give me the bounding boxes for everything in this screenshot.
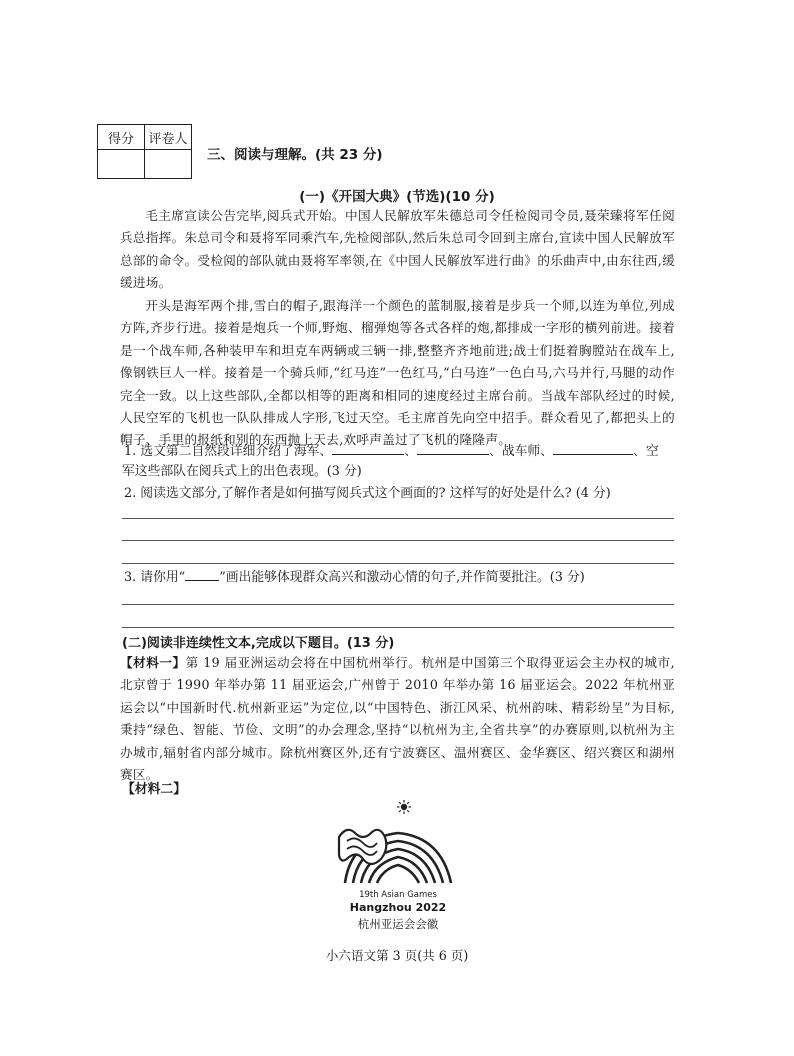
score-box: [97, 124, 192, 179]
question-1-sep: 、战车师、: [489, 444, 554, 459]
underline-mark: [185, 566, 219, 581]
asian-games-emblem: [333, 797, 463, 937]
section-title: 三、阅读与理解。(共 23 分): [207, 147, 383, 163]
material-1-label: 【材料一】: [120, 655, 186, 670]
question-3-prefix: 3. 请你用“: [124, 570, 186, 585]
passage-paragraph-1: 毛主席宣读公告完毕,阅兵式开始。中国人民解放军朱德总司令任检阅司令员,聂荣臻将军任阅兵总指挥。朱总司令和聂将军同乘汽车,先检阅部队,然后朱总司令回到主席台,宣读中国人民解放军总部的命令。受检阅的部队就由聂将军率领,在《中国人民解放军进行曲》的乐曲声中,由东往西,缓缓进场。: [120, 208, 675, 291]
answer-line[interactable]: [122, 604, 674, 605]
answer-blank-3[interactable]: [553, 440, 633, 455]
question-3-suffix: ”画出能够体现群众高兴和激动心情的句子,并作简要批注。(3 分): [219, 570, 585, 585]
answer-line[interactable]: [122, 563, 674, 564]
answer-line[interactable]: [122, 518, 674, 519]
answer-line[interactable]: [122, 627, 674, 628]
page-footer: 小六语文第 3 页(共 6 页): [325, 948, 469, 963]
passage-paragraph-2: 开头是海军两个排,雪白的帽子,跟海洋一个颜色的蓝制服,接着是步兵一个师,以连为单位,列成方阵,齐步行进。接着是炮兵一个师,野炮、榴弹炮等各式各样的炮,都排成一字形的横列前进。接着是一个战车师,各种装甲车和坦克车两辆或三辆一排,整整齐齐地前进;战士们挺着胸膛站在战车上,像钢铁巨人一样。接着是一个骑兵师,“红马连”一色红马,“白马连”一色白马,六马并行,马腿的动作完全一致。以上这些部队,全都以相等的距离和相同的速度经过主席台前。当战车部队经过的时候,人民空军的飞机也一队队排成人字形,飞过天空。毛主席首先向空中招手。群众看见了,都把头上的帽子、手里的报纸和别的东西抛上天去,欢呼声盖过了飞机的隆隆声。: [120, 298, 675, 448]
question-1-sep: 、空: [633, 444, 659, 459]
question-3: [124, 566, 676, 589]
grader-label: 评卷人: [145, 125, 192, 150]
answer-line[interactable]: [122, 540, 674, 541]
emblem-caption: 杭州亚运会会徽: [357, 917, 439, 931]
question-1-line2: 军这些部队在阅兵式上的出色表现。(3 分): [122, 464, 362, 479]
emblem-text-line1: 19th Asian Games: [359, 890, 437, 900]
answer-blank-2[interactable]: [417, 440, 489, 455]
question-1-sep: 、: [404, 444, 418, 459]
emblem-graphic-icon: [333, 797, 463, 889]
question-1: [124, 440, 676, 463]
score-label: 得分: [98, 125, 145, 150]
question-2: 2. 阅读选文部分,了解作者是如何描写阅兵式这个画面的? 这样写的好处是什么? (4 分): [124, 486, 611, 501]
question-1-prefix: 1. 选文第二自然段详细介绍了海军、: [124, 444, 333, 459]
part1-title: (一)《开国大典》(节选)(10 分): [299, 189, 495, 205]
material-1-text: 第 19 届亚洲运动会将在中国杭州举行。杭州是中国第三个取得亚运会主办权的城市,北京曾于 1990 年举办第 11 届亚运会,广州曾于 2010 年举办第 16 届亚运会。2022 年杭州亚运会以“中国新时代.杭州新亚运”为定位,以“中国特色、浙江风采、杭州韵味、精彩纷呈”为目标,秉持“绿色、智能、节俭、文明”的办会理念,坚持“以杭州为主,全省共享”的办赛原则,以杭州为主办城市,辐射省内部分城市。除杭州赛区外,还有宁波赛区、温州赛区、金华赛区、绍兴赛区和湖州赛区。: [120, 655, 675, 783]
grader-cell: [145, 150, 192, 179]
score-cell: [98, 150, 145, 179]
answer-blank-1[interactable]: [332, 440, 404, 455]
emblem-text-line2: Hangzhou 2022: [349, 901, 447, 914]
part2-title: (二)阅读非连续性文本,完成以下题目。(13 分): [122, 636, 395, 651]
material-2-label: 【材料二】: [122, 782, 186, 797]
material-1: [120, 652, 675, 786]
